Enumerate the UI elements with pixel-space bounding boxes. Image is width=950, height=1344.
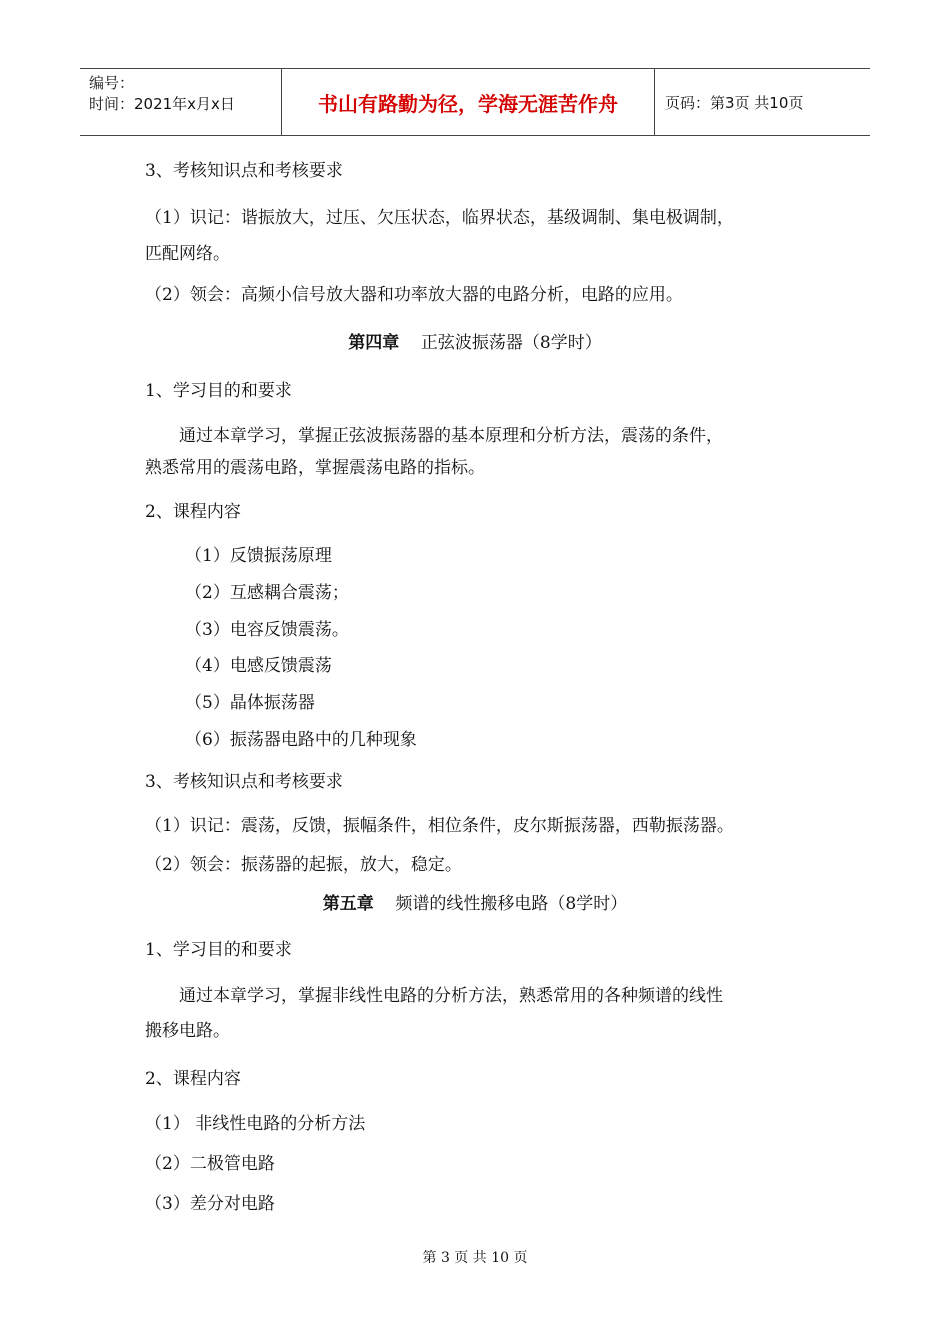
list-item: （4）电感反馈震荡: [185, 656, 332, 676]
list-item: （2）二极管电路: [145, 1154, 275, 1174]
doc-time-label: 时间：2021年x月x日: [89, 95, 235, 113]
header-page-info: 页码：第3页 共10页: [665, 93, 804, 112]
section-heading: 1、学习目的和要求: [145, 940, 292, 960]
list-item: （1）反馈振荡原理: [185, 546, 332, 566]
chapter-title: 第五章: [322, 894, 374, 914]
section-heading: 2、课程内容: [145, 1069, 241, 1089]
paragraph-line: 熟悉常用的震荡电路，掌握震荡电路的指标。: [145, 458, 485, 478]
paragraph-line: 匹配网络。: [145, 244, 230, 264]
list-item: （3）电容反馈震荡。: [185, 620, 349, 640]
list-item: （2）互感耦合震荡；: [185, 583, 349, 603]
list-item: （3）差分对电路: [145, 1194, 275, 1214]
section-heading: 3、考核知识点和考核要求: [145, 161, 343, 181]
chapter-heading: [0, 332, 950, 354]
header-motto: 书山有路勤为径，学海无涯苦作舟: [282, 69, 655, 135]
page-footer: 第 3 页 共 10 页: [422, 1250, 528, 1266]
chapter-subtitle: 正弦波振荡器（8学时）: [420, 333, 602, 353]
doc-number-label: 编号：: [89, 74, 135, 92]
paragraph-line: 通过本章学习，掌握非线性电路的分析方法，熟悉常用的各种频谱的线性: [179, 986, 723, 1006]
chapter-subtitle: 频谱的线性搬移电路（8学时）: [395, 894, 628, 914]
section-heading: 2、课程内容: [145, 502, 241, 522]
chapter-title: 第四章: [348, 333, 400, 353]
section-heading: 3、考核知识点和考核要求: [145, 772, 343, 792]
chapter-heading: [0, 893, 950, 915]
paragraph-line: （2）领会：高频小信号放大器和功率放大器的电路分析，电路的应用。: [145, 285, 683, 305]
paragraph-line: 通过本章学习，掌握正弦波振荡器的基本原理和分析方法，震荡的条件，: [179, 426, 723, 446]
header-meta: [80, 69, 282, 135]
list-item: （1） 非线性电路的分析方法: [145, 1114, 366, 1134]
page-header: [80, 68, 870, 136]
paragraph-line: （2）领会：振荡器的起振，放大，稳定。: [145, 855, 462, 875]
section-heading: 1、学习目的和要求: [145, 381, 292, 401]
paragraph-line: 搬移电路。: [145, 1021, 230, 1041]
paragraph-line: （1）识记：震荡，反馈，振幅条件，相位条件，皮尔斯振荡器，西勒振荡器。: [145, 816, 734, 836]
list-item: （6）振荡器电路中的几种现象: [185, 730, 417, 750]
paragraph-line: （1）识记：谐振放大，过压、欠压状态，临界状态，基级调制、集电极调制，: [145, 208, 734, 228]
list-item: （5）晶体振荡器: [185, 693, 315, 713]
